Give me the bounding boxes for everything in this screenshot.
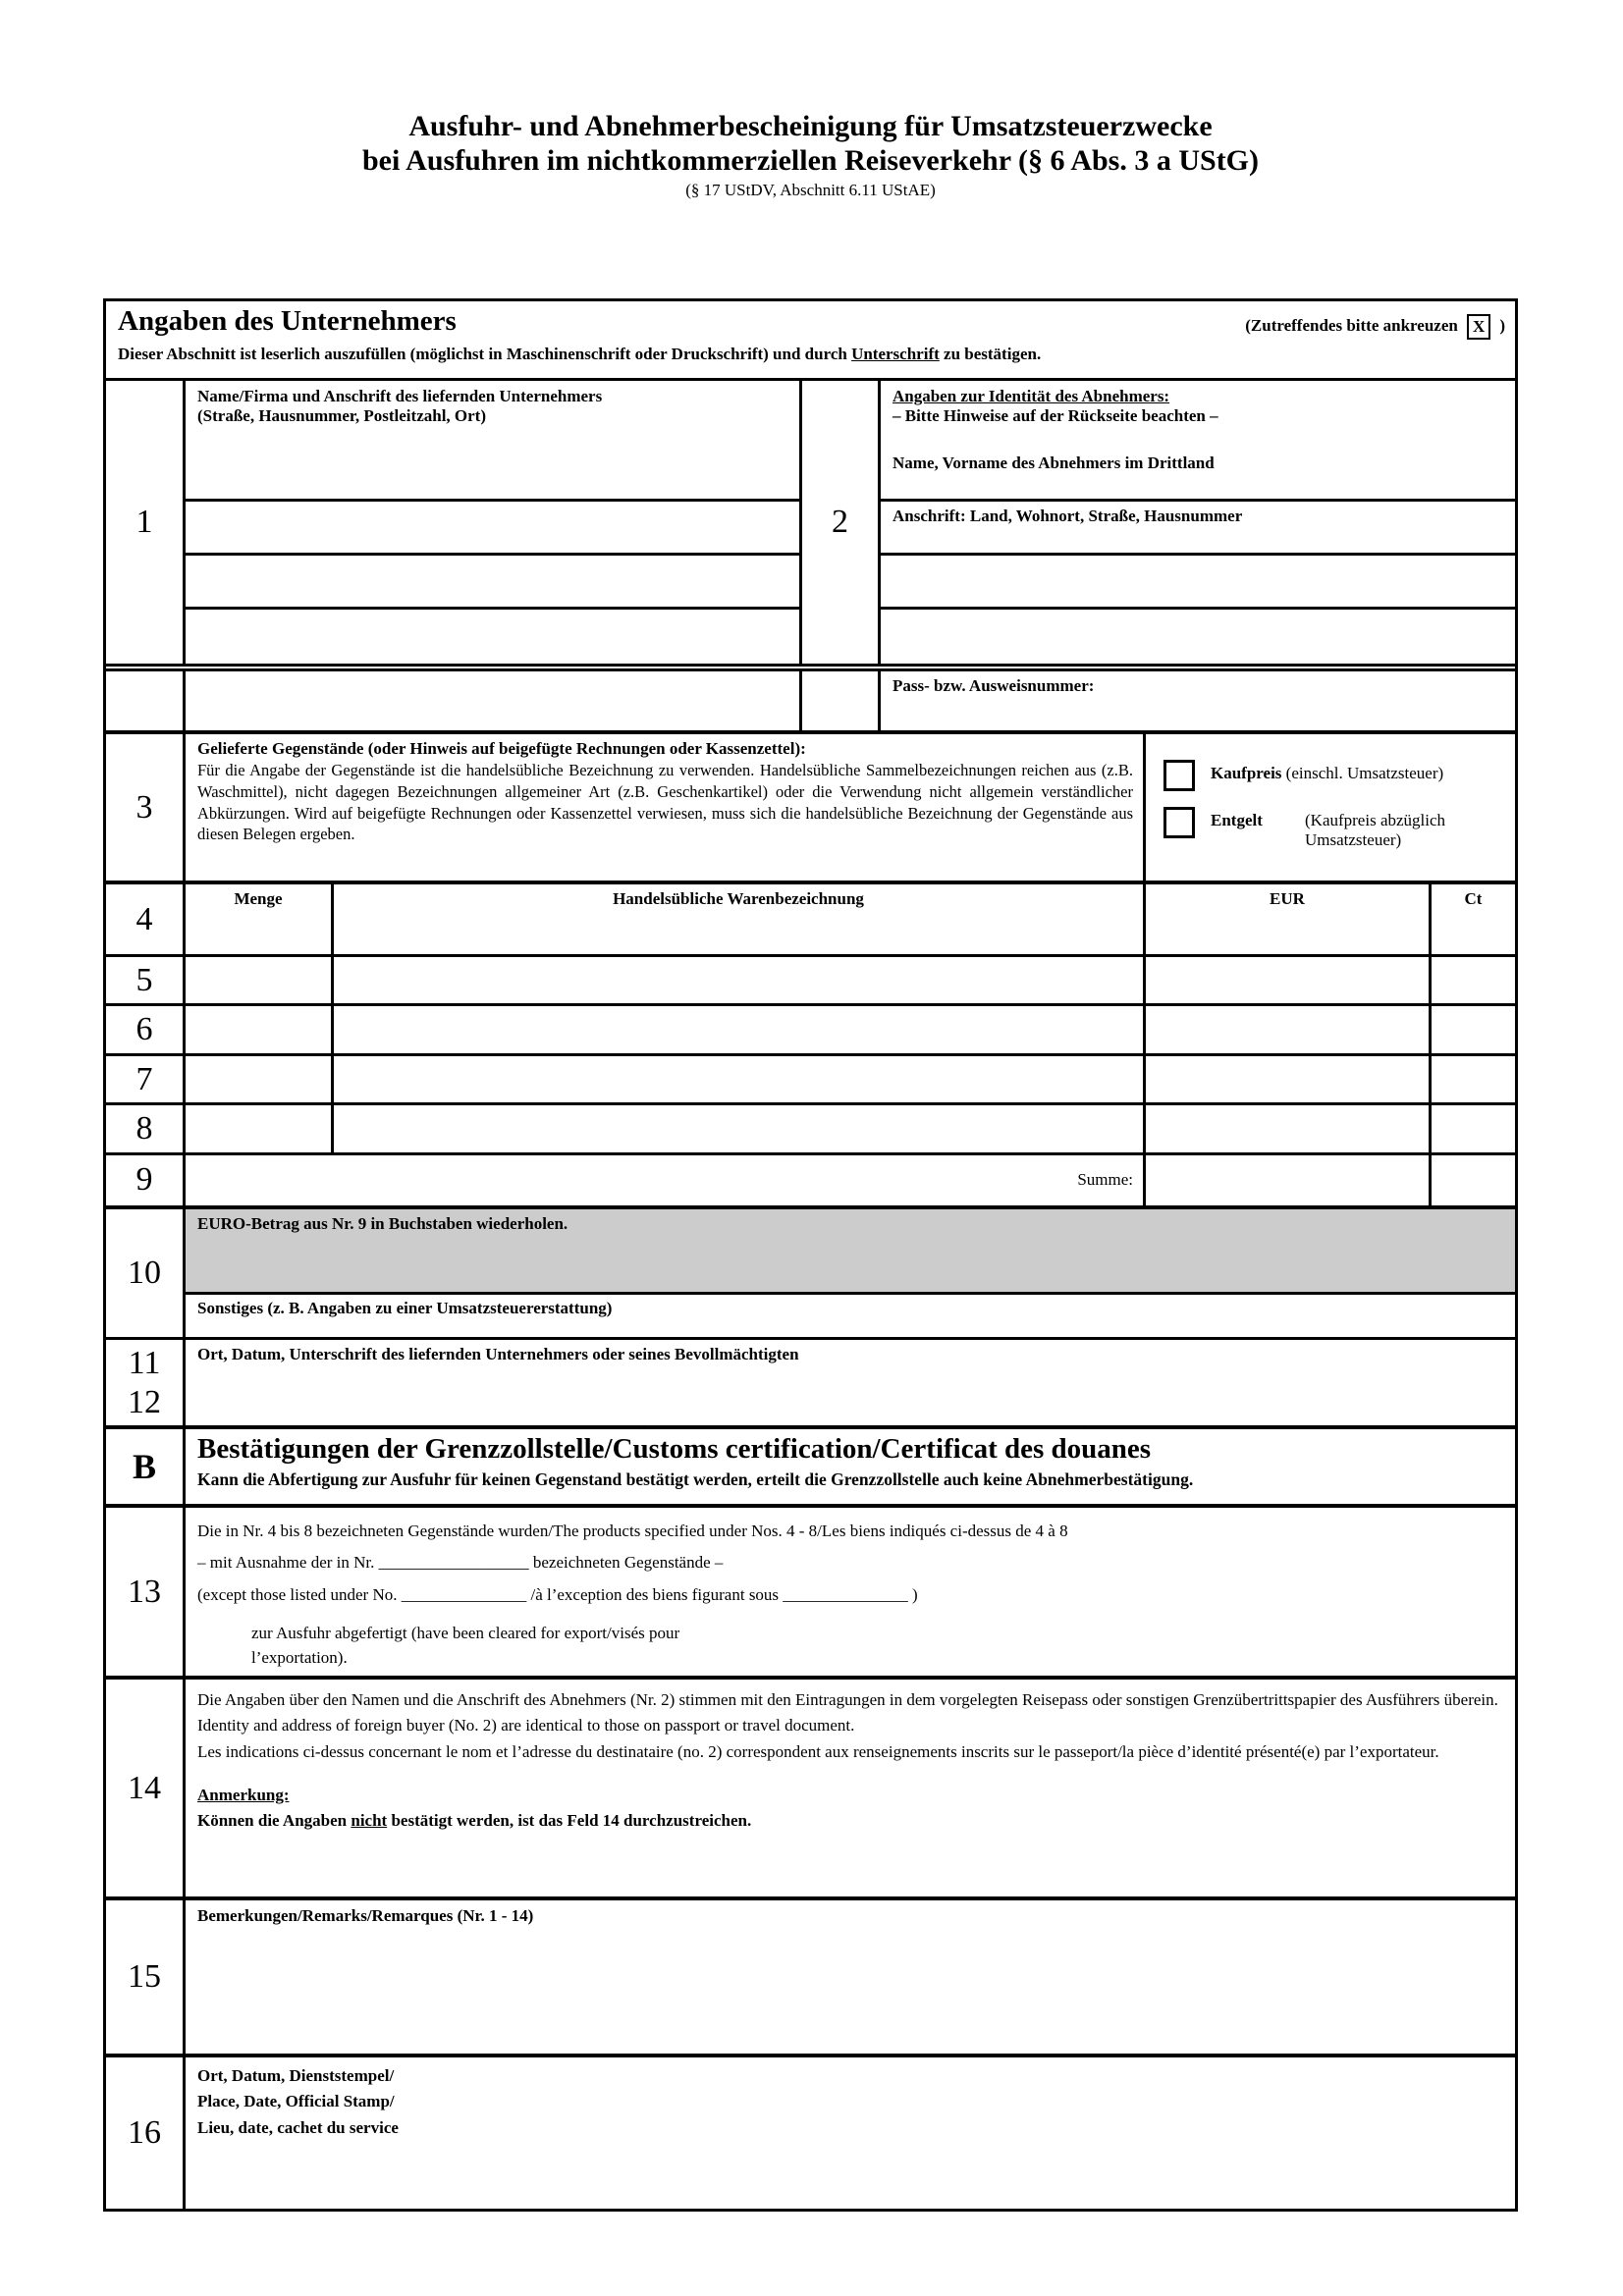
customs-clearance-statement (186, 1508, 1515, 1676)
remarks-label: Bemerkungen/Remarks/Remarques (Nr. 1 - 14) (197, 1906, 534, 1925)
official-stamp-field[interactable] (186, 2057, 1515, 2209)
supplier-address-field-1[interactable] (186, 502, 799, 556)
rows-11-12 (106, 1337, 1515, 1425)
row-number-11: 11 (128, 1344, 161, 1381)
identity-statement-de: Die Angaben über den Namen und die Anschrift des Abnehmers (Nr. 2) stimmen mit den Eintragungen in dem vorgelegten Reisepass oder sonstigen Grenzübertrittspapier des Ausführers überein. (197, 1690, 1498, 1709)
stamp-label-de: Ort, Datum, Dienststempel/ (197, 2066, 395, 2085)
row-numbers-11-12 (106, 1340, 186, 1425)
buyer-name-label: Name, Vorname des Abnehmers im Drittland (893, 454, 1215, 472)
ct-field-6[interactable] (1432, 1006, 1515, 1052)
supplier-address-field-3[interactable] (186, 610, 799, 664)
row-number-3: 3 (106, 734, 186, 881)
section-a-title: Angaben des Unternehmers (118, 305, 457, 337)
section-b-title: Bestätigungen der Grenzzollstelle/Customs certification/Certificat des douanes (197, 1433, 1152, 1465)
row-number-6: 6 (106, 1006, 186, 1052)
summe-label: Summe: (186, 1155, 1146, 1205)
row-15 (106, 1896, 1515, 2054)
price-type-panel (1146, 734, 1515, 881)
ankreuzen-checkbox: X (1467, 314, 1490, 340)
document-title (103, 110, 1518, 200)
anmerkung-label: Anmerkung: (197, 1786, 290, 1805)
pass-row-number-cell (106, 671, 186, 730)
clearance-line-1: Die in Nr. 4 bis 8 bezeichneten Gegenstände wurden/The products specified under Nos. 4 - 8/Les biens indiqués ci-dessus de 4 à 8 (197, 1522, 1068, 1540)
row-3 (106, 730, 1515, 881)
eur-field-5[interactable] (1146, 957, 1432, 1003)
row-number-9: 9 (106, 1155, 186, 1205)
menge-field-7[interactable] (186, 1056, 334, 1102)
title-legal-reference: (§ 17 UStDV, Abschnitt 6.11 UStAE) (685, 181, 936, 199)
row-13 (106, 1504, 1515, 1676)
kaufpreis-label: Kaufpreis (einschl. Umsatzsteuer) (1211, 764, 1444, 782)
ankreuzen-suffix: ) (1499, 315, 1505, 335)
kaufpreis-checkbox[interactable] (1163, 760, 1195, 791)
buyer-identity-note: – Bitte Hinweise auf der Rückseite beachten – (893, 406, 1218, 425)
menge-field-5[interactable] (186, 957, 334, 1003)
row-number-5: 5 (106, 957, 186, 1003)
remarks-field[interactable] (186, 1900, 1515, 2054)
buyer-address-label-box[interactable]: Anschrift: Land, Wohnort, Straße, Hausnummer (881, 502, 1515, 556)
waren-field-8[interactable] (334, 1105, 1146, 1151)
title-line-1: Ausfuhr- und Abnehmerbescheinigung für Umsatzsteuerzwecke (408, 110, 1213, 142)
entgelt-label: Entgelt (Kaufpreis abzüglich Umsatzsteuer) (1211, 811, 1446, 849)
stamp-label-fr: Lieu, date, cachet du service (197, 2117, 399, 2137)
anmerkung-text: Können die Angaben nicht bestätigt werden, ist das Feld 14 durchzustreichen. (197, 1811, 752, 1831)
rows-1-2 (106, 378, 1515, 730)
supplier-signature-label: Ort, Datum, Unterschrift des liefernden Unternehmers oder seines Bevollmächtigten (197, 1345, 799, 1363)
buyer-address-field-1[interactable] (881, 556, 1515, 610)
menge-field-8[interactable] (186, 1105, 334, 1151)
ct-field-8[interactable] (1432, 1105, 1515, 1151)
supplier-address-field-2[interactable] (186, 556, 799, 610)
buyer-identity-box[interactable] (881, 381, 1515, 502)
warenbezeichnung-column-header[interactable]: Handelsübliche Warenbezeichnung (334, 884, 1146, 954)
row-number-2: 2 (802, 381, 881, 664)
row-number-8: 8 (106, 1105, 186, 1151)
waren-field-7[interactable] (334, 1056, 1146, 1102)
identity-statement-fr: Les indications ci-dessus concernant le nom et l’adresse du destinataire (no. 2) correspondent aux renseignements inscrits sur le passeport/la pièce d’identité présenté(e) par l’exportateur. (197, 1741, 1439, 1761)
ct-field-7[interactable] (1432, 1056, 1515, 1102)
section-b-header (106, 1425, 1515, 1504)
eur-column-header[interactable]: EUR (1146, 884, 1432, 954)
eur-field-8[interactable] (1146, 1105, 1432, 1151)
euro-amount-in-words-field[interactable] (186, 1209, 1515, 1295)
goods-instructions-body: Für die Angabe der Gegenstände ist die handelsübliche Bezeichnung zu verwenden. Handelsübliche Sammelbezeichnungen reichen aus (z.B. Waschmittel), nicht dagegen Bezeichnungen allgemeiner Art (z.B. Geschenkartikel) oder die Verwendung nicht allgemein verständlicher Abkürzungen. Wird auf beigefügte Rechnungen oder Kassenzettel verwiesen, muss sich die handelsübliche Bezeichnung der Gegenstände aus diesen Belegen ergeben. (197, 761, 1133, 844)
ankreuzen-note (1245, 314, 1505, 340)
row-10 (106, 1205, 1515, 1337)
row-number-16: 16 (106, 2057, 186, 2209)
buyer-address-field-2[interactable] (881, 610, 1515, 664)
row-number-1: 1 (106, 381, 186, 664)
entgelt-checkbox[interactable] (1163, 807, 1195, 838)
form-table (103, 298, 1518, 2212)
goods-row-6 (106, 1006, 1515, 1055)
kaufpreis-option (1163, 760, 1515, 791)
euro-amount-label: EURO-Betrag aus Nr. 9 in Buchstaben wiederholen. (197, 1214, 568, 1233)
row-number-7: 7 (106, 1056, 186, 1102)
goods-row-5 (106, 957, 1515, 1006)
supplier-name-label-box[interactable]: Name/Firma und Anschrift des liefernden Unternehmers (Straße, Hausnummer, Postleitzahl, Ort) (186, 381, 799, 502)
passport-number-field[interactable]: Pass- bzw. Ausweisnummer: (893, 675, 1095, 695)
supplier-extra-field[interactable] (186, 671, 802, 730)
row-number-15: 15 (106, 1900, 186, 2054)
stamp-label-en: Place, Date, Official Stamp/ (197, 2092, 395, 2111)
sonstiges-field[interactable] (186, 1295, 1515, 1337)
ct-column-header[interactable]: Ct (1464, 889, 1483, 908)
supplier-signature-field[interactable] (186, 1340, 1515, 1425)
section-a-instruction: Dieser Abschnitt ist leserlich auszufüllen (möglichst in Maschinenschrift oder Druckschrift) und durch Unterschrift zu bestätigen. (118, 345, 1042, 363)
goods-header-row (106, 884, 1515, 957)
entgelt-option (1163, 807, 1515, 850)
clearance-exception-line-en-fr: (except those listed under No. _______________ /à l’exception des biens figurant sous _______________ ) (197, 1584, 918, 1604)
row-number-4: 4 (106, 884, 186, 954)
row-16 (106, 2054, 1515, 2209)
row-14 (106, 1676, 1515, 1896)
identity-statement-en: Identity and address of foreign buyer (No. 2) are identical to those on passport or travel document. (197, 1716, 855, 1735)
row-number-13: 13 (106, 1508, 186, 1676)
row-number-10: 10 (106, 1209, 186, 1337)
goods-summe-row (106, 1155, 1515, 1205)
waren-field-5[interactable] (334, 957, 1146, 1003)
section-b-letter: B (106, 1429, 186, 1504)
goods-instructions-title: Gelieferte Gegenstände (oder Hinweis auf beigefügte Rechnungen oder Kassenzettel): (197, 739, 806, 758)
goods-row-8 (106, 1105, 1515, 1154)
row-number-12: 12 (128, 1383, 161, 1420)
goods-row-7 (106, 1056, 1515, 1105)
row-number-14: 14 (106, 1680, 186, 1896)
buyer-identity-title: Angaben zur Identität des Abnehmers: (893, 387, 1170, 405)
section-a-header (106, 301, 1515, 378)
waren-field-6[interactable] (334, 1006, 1146, 1052)
thick-separator (106, 664, 1515, 671)
eur-field-7[interactable] (1146, 1056, 1432, 1102)
section-b-subtitle: Kann die Abfertigung zur Ausfuhr für keinen Gegenstand bestätigt werden, erteilt die Grenzzollstelle auch keine Abnehmerbestätigung. (197, 1468, 1194, 1489)
pass-row-spacer-cell (802, 671, 881, 730)
menge-column-header[interactable]: Menge (186, 884, 334, 954)
menge-field-6[interactable] (186, 1006, 334, 1052)
summe-ct-field[interactable] (1432, 1155, 1515, 1205)
clearance-confirmation: zur Ausfuhr abgefertigt (have been cleared for export/visés pour l’exportation). (251, 1623, 680, 1668)
ct-field-5[interactable] (1432, 957, 1515, 1003)
clearance-exception-line-de: – mit Ausnahme der in Nr. __________________ bezeichneten Gegenstände – (197, 1553, 724, 1573)
ankreuzen-prefix: (Zutreffendes bitte ankreuzen (1245, 315, 1458, 335)
title-line-2: bei Ausfuhren im nichtkommerziellen Reiseverkehr (§ 6 Abs. 3 a UStG) (361, 143, 1260, 177)
identity-confirmation-statement (186, 1680, 1515, 1896)
goods-table (106, 881, 1515, 1205)
goods-description-instructions (186, 734, 1146, 881)
eur-field-6[interactable] (1146, 1006, 1432, 1052)
summe-eur-field[interactable] (1146, 1155, 1432, 1205)
sonstiges-label: Sonstiges (z. B. Angaben zu einer Umsatzsteuererstattung) (197, 1299, 613, 1318)
